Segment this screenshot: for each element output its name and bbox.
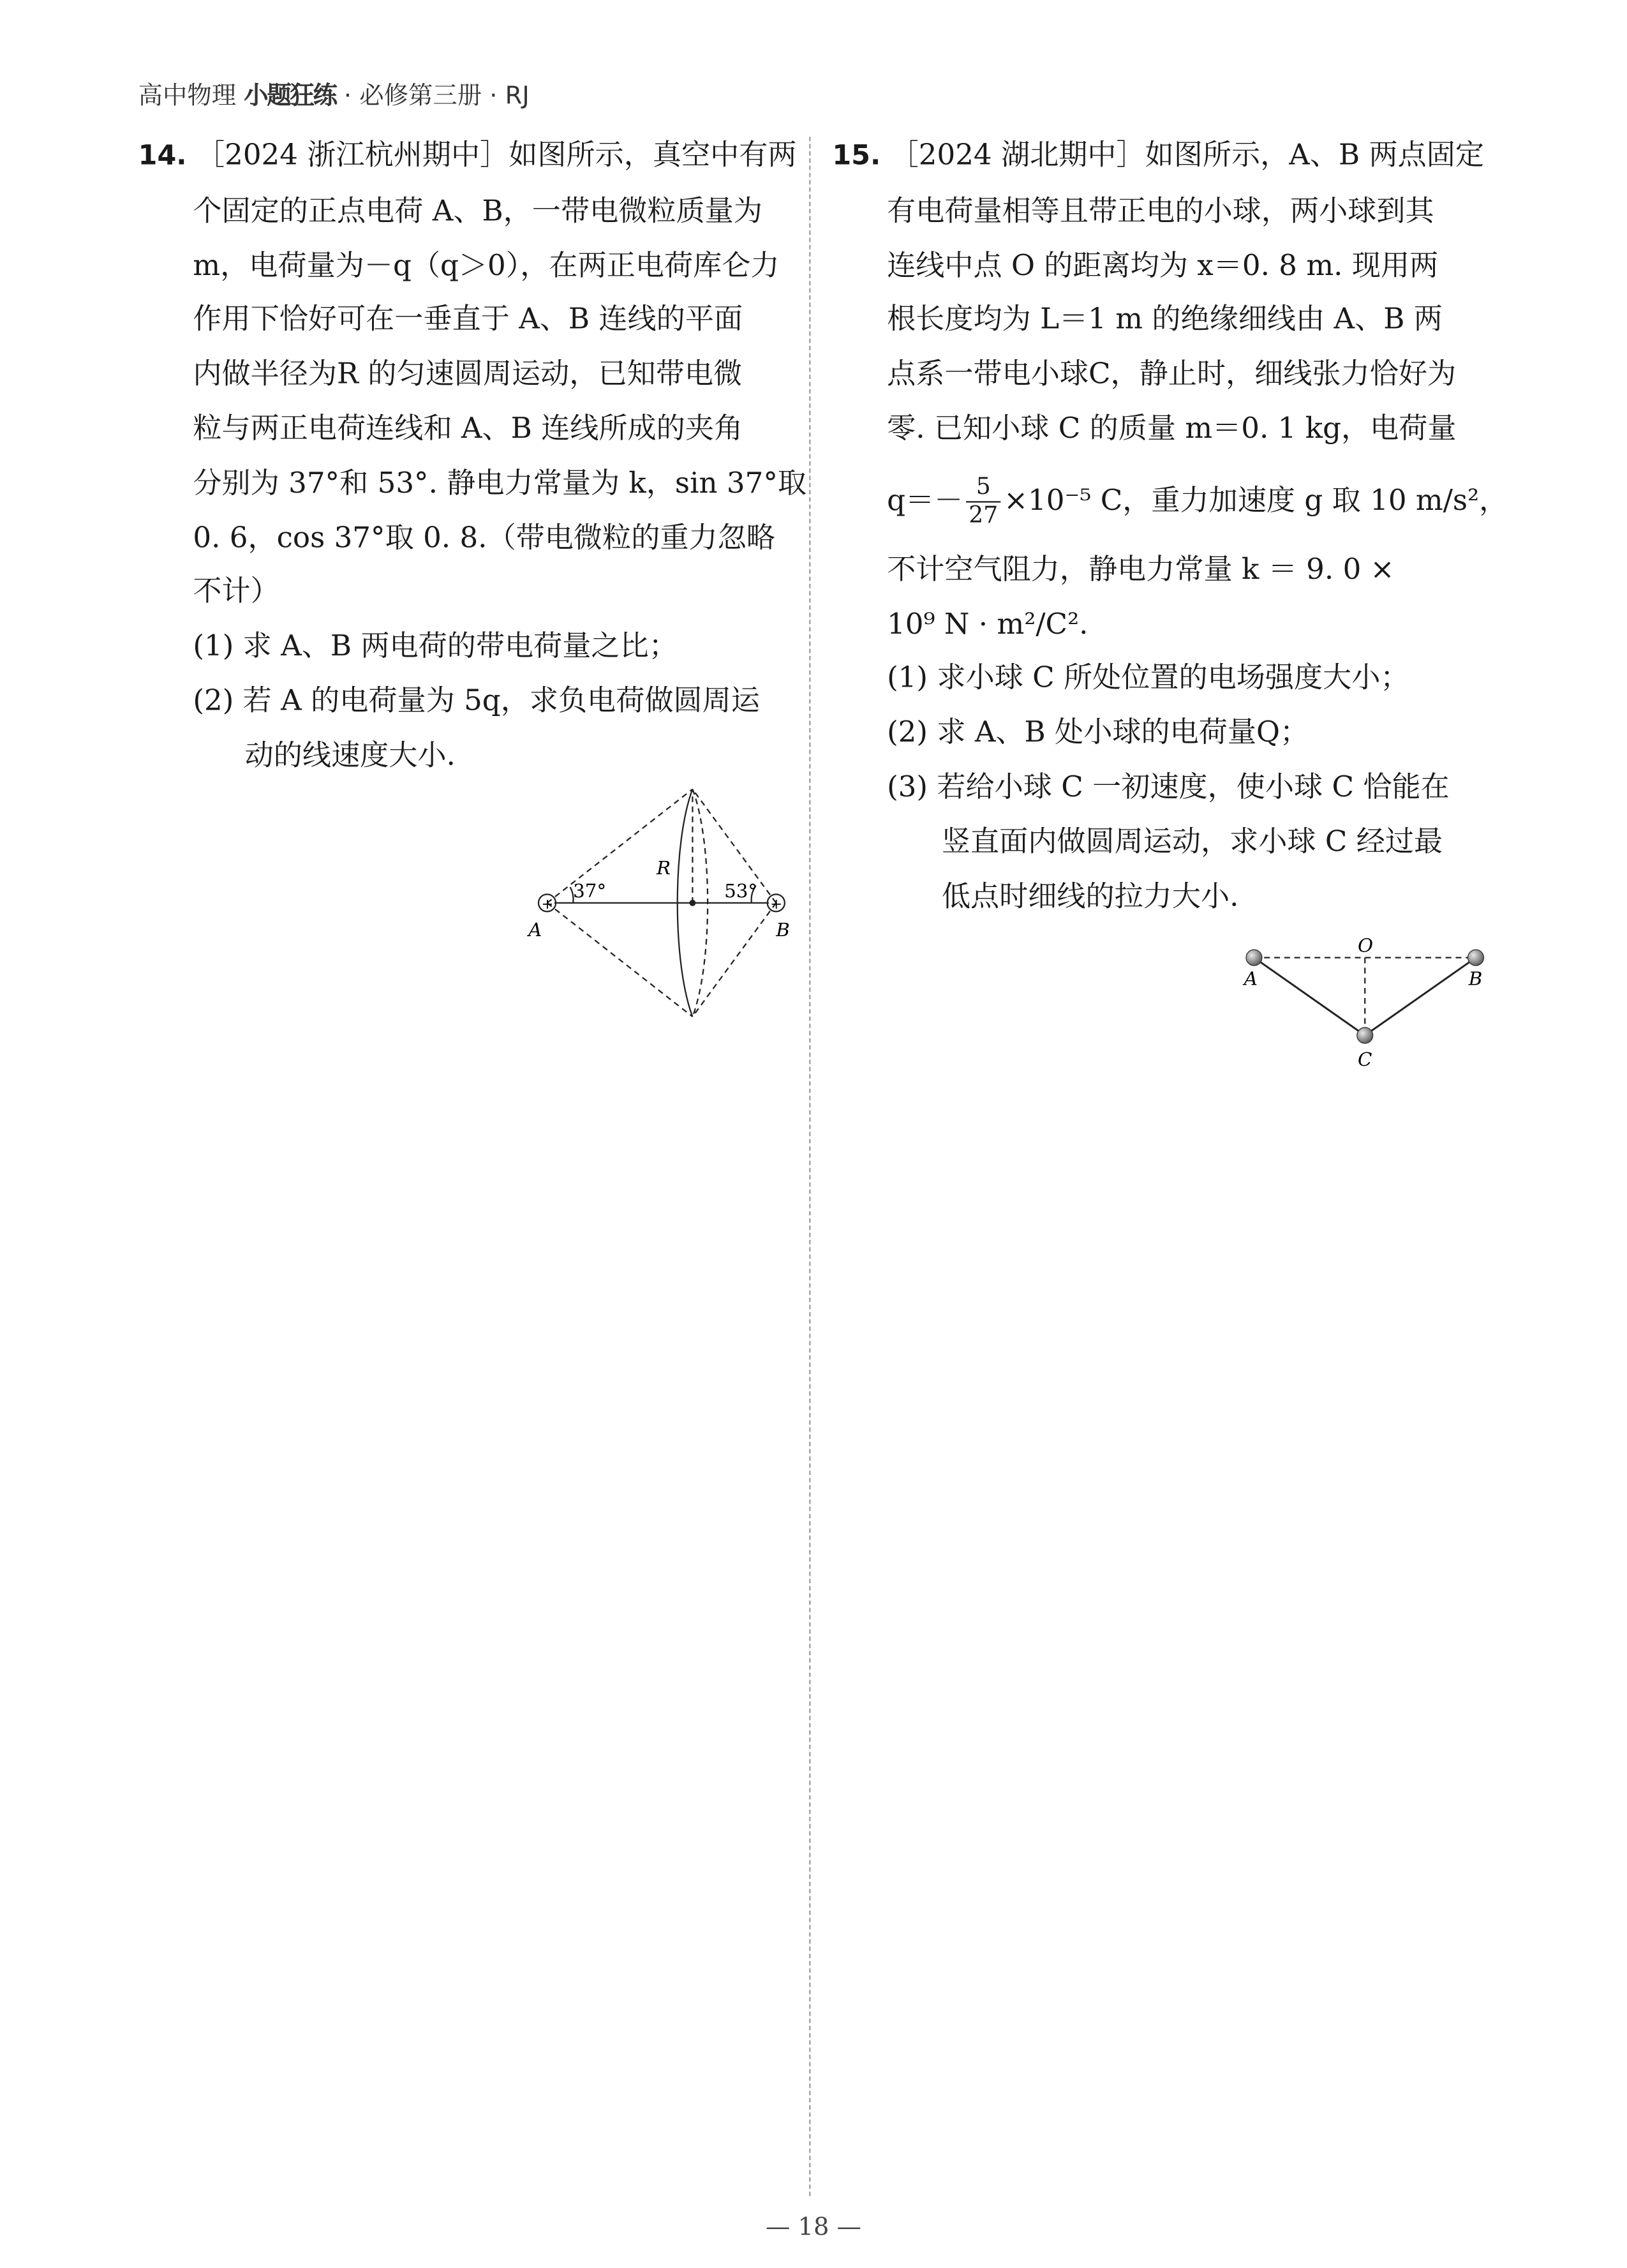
q14-fig-label-b: B [776, 918, 790, 941]
q15-fig-ball-a [1246, 950, 1262, 966]
q15-sub-3c: 低点时细线的拉力大小. [941, 877, 1239, 913]
q14-number: 14. [138, 139, 187, 172]
q15-line-5: 点系一带电小球C，静止时，细线张力恰好为 [887, 355, 1457, 391]
q15-line-k2: 10⁹ N · m²/C². [887, 606, 1088, 641]
q15-fig-ball-b [1468, 950, 1484, 966]
q14-fig-angle-b: 53° [724, 879, 758, 902]
q15-number: 15. [832, 139, 881, 172]
running-header [138, 75, 530, 110]
q15-line-6: 零. 已知小球 C 的质量 m＝0. 1 kg，电荷量 [887, 410, 1457, 445]
header-brand-logo: 小题狂练 [244, 82, 336, 111]
header-volume: · 必修第三册 · RJ [343, 82, 530, 111]
q15-charge-prefix: q＝－ [887, 482, 963, 517]
question-14 [138, 128, 807, 783]
q15-fig-ball-c [1357, 1027, 1373, 1043]
q14-fig-label-a: A [528, 918, 542, 941]
q14-line-7: 分别为 37°和 53°. 静电力常量为 k，sin 37°取 [193, 465, 807, 500]
q14-fig-plus-a: + [541, 895, 554, 913]
q15-sub-3a: (3) 若给小球 C 一初速度，使小球 C 恰能在 [887, 768, 1450, 804]
q14-sub-2a: (2) 若 A 的电荷量为 5q，求负电荷做圆周运 [193, 682, 760, 717]
q14-line-9: 不计） [193, 573, 279, 609]
q15-figure [1231, 929, 1504, 1073]
q14-fig-label-r: R [657, 856, 671, 879]
page-number: — 18 — [765, 2213, 861, 2242]
q15-sub-3b: 竖直面内做圆周运动，求小球 C 经过最 [941, 823, 1443, 858]
q14-line-5: 内做半径为R 的匀速圆周运动，已知带电微 [193, 355, 743, 391]
q14-line-1: 14. ［2024 浙江杭州期中］如图所示，真空中有两 [138, 137, 797, 172]
q14-fig-plus-b: + [770, 895, 783, 913]
q15-line-3: 连线中点 O 的距离均为 x＝0. 8 m. 现用两 [887, 247, 1439, 282]
q15-charge-fraction [966, 474, 1001, 528]
q14-line-4: 作用下恰好可在一垂直于 A、B 连线的平面 [193, 301, 743, 336]
q15-line-charge [832, 456, 1508, 542]
q15-fig-label-a: A [1244, 967, 1258, 990]
q15-line-1: 15. ［2024 湖北期中］如图所示，A、B 两点固定 [832, 137, 1485, 172]
q14-line-3: m，电荷量为－q（q＞0），在两正电荷库仑力 [193, 247, 780, 282]
q14-fig-a-top [547, 789, 693, 903]
q15-line-2: 有电荷量相等且带正电的小球，两小球到其 [887, 192, 1434, 228]
q14-fig-angle-a: 37° [573, 879, 607, 902]
q14-line-6: 粒与两正电荷连线和 A、B 连线所成的夹角 [193, 410, 743, 445]
q15-fig-label-b: B [1468, 967, 1483, 990]
q15-line-4: 根长度均为 L＝1 m 的绝缘细线由 A、B 两 [887, 301, 1443, 336]
q15-fig-label-o: O [1357, 934, 1374, 957]
q14-line-8: 0. 6，cos 37°取 0. 8.（带电微粒的重力忽略 [193, 519, 775, 554]
q15-sub-2: (2) 求 A、B 处小球的电荷量Q； [887, 714, 1309, 749]
q14-figure [518, 778, 806, 1026]
q15-charge-suffix: ×10⁻⁵ C，重力加速度 g 取 10 m/s²， [1004, 482, 1508, 517]
column-divider [809, 137, 810, 2196]
q15-sub-1: (1) 求小球 C 所处位置的电场强度大小； [887, 660, 1409, 695]
header-subject: 高中物理 [138, 82, 237, 111]
q15-line-k1: 不计空气阻力，静电力常量 k ＝ 9. 0 × [887, 551, 1395, 586]
q14-fig-center-dot [689, 900, 695, 906]
question-15 [832, 128, 1508, 923]
q15-frac-den: 27 [969, 500, 999, 528]
q14-line-2: 个固定的正点电荷 A、B，一带电微粒质量为 [193, 192, 762, 228]
q14-fig-a-bottom [547, 903, 693, 1017]
q15-fig-string-a [1254, 958, 1365, 1036]
q14-sub-1: (1) 求 A、B 两电荷的带电荷量之比； [193, 628, 678, 663]
q15-fig-string-b [1365, 958, 1476, 1036]
q15-fig-label-c: C [1357, 1048, 1372, 1070]
q15-frac-num: 5 [966, 474, 1001, 502]
q14-sub-2b: 动的线速度大小. [244, 736, 456, 772]
